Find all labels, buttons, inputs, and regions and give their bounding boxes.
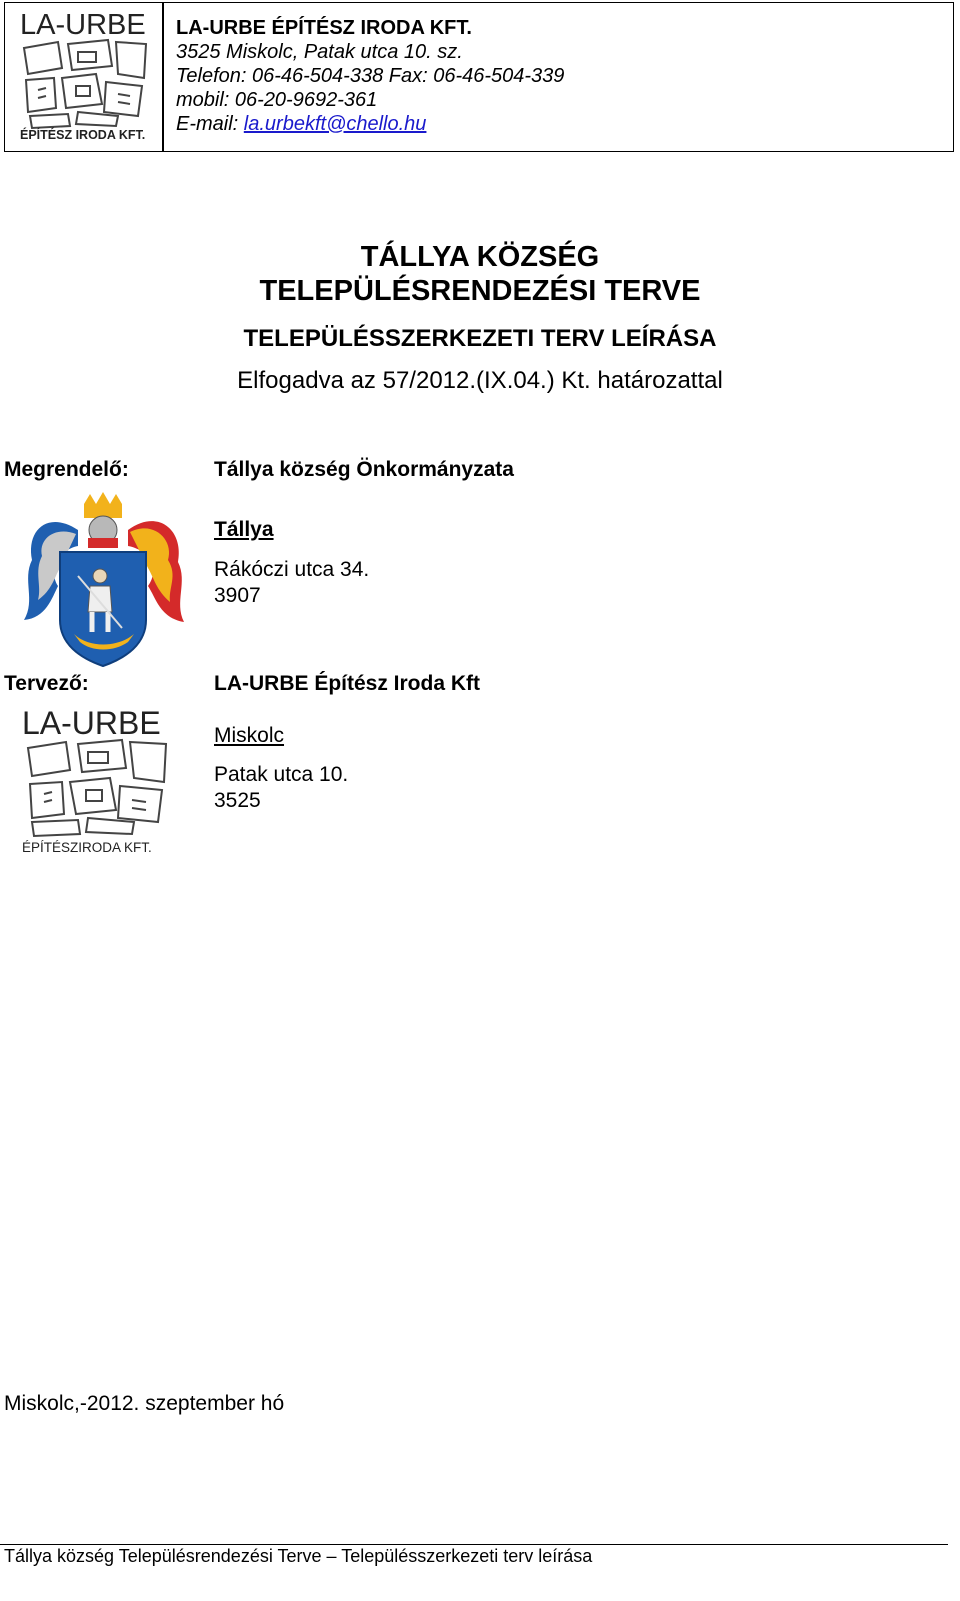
approval-statement: Elfogadva az 57/2012.(IX.04.) Kt. határozattal bbox=[237, 367, 723, 394]
client-street: Rákóczi utca 34. bbox=[214, 558, 370, 581]
designer-street: Patak utca 10. bbox=[214, 763, 349, 786]
doc-title-line1: TÁLLYA KÖZSÉG bbox=[360, 241, 600, 273]
firm-email-line bbox=[176, 112, 564, 136]
designer-logo bbox=[22, 704, 172, 856]
designer-name: LA-URBE Építész Iroda Kft bbox=[214, 672, 481, 695]
svg-text:ÉPÍTÉSZIRODA KFT.: ÉPÍTÉSZIRODA KFT. bbox=[22, 840, 152, 855]
firm-address: 3525 Miskolc, Patak utca 10. sz. bbox=[176, 41, 463, 63]
firm-phone: Telefon: 06-46-504-338 Fax: 06-46-504-339 bbox=[176, 65, 565, 87]
place-and-date: Miskolc,-2012. szeptember hó bbox=[4, 1392, 285, 1415]
designer-label: Tervező: bbox=[4, 672, 89, 695]
svg-text:ÉPÍTÉSZ IRODA KFT.: ÉPÍTÉSZ IRODA KFT. bbox=[20, 128, 146, 142]
firm-mobile: mobil: 06-20-9692-361 bbox=[176, 89, 378, 111]
email-link[interactable]: la.urbekft@chello.hu bbox=[243, 113, 427, 135]
client-label: Megrendelő: bbox=[4, 458, 129, 481]
doc-subtitle: TELEPÜLÉSSZERKEZETI TERV LEÍRÁSA bbox=[243, 325, 717, 352]
doc-title-line2: TELEPÜLÉSRENDEZÉSI TERVE bbox=[259, 275, 701, 307]
client-city: Tállya bbox=[214, 518, 274, 541]
designer-city: Miskolc bbox=[214, 724, 285, 747]
client-zip: 3907 bbox=[214, 584, 261, 607]
page-footer: Tállya község Településrendezési Terve – Településszerkezeti terv leírása bbox=[4, 1546, 593, 1566]
firm-name: LA-URBE ÉPÍTÉSZ IRODA KFT. bbox=[176, 17, 472, 39]
letterhead-text bbox=[176, 16, 564, 136]
footer-rule bbox=[0, 1544, 948, 1545]
client-name: Tállya község Önkormányzata bbox=[214, 458, 514, 481]
la-urbe-logo bbox=[18, 8, 150, 144]
letterhead-divider bbox=[162, 2, 164, 152]
svg-text:LA-URBE: LA-URBE bbox=[20, 9, 146, 41]
svg-text:LA-URBE: LA-URBE bbox=[22, 705, 161, 741]
designer-zip: 3525 bbox=[214, 789, 261, 812]
email-label: E-mail: bbox=[176, 113, 244, 135]
tallya-coat-of-arms-icon bbox=[18, 490, 188, 670]
